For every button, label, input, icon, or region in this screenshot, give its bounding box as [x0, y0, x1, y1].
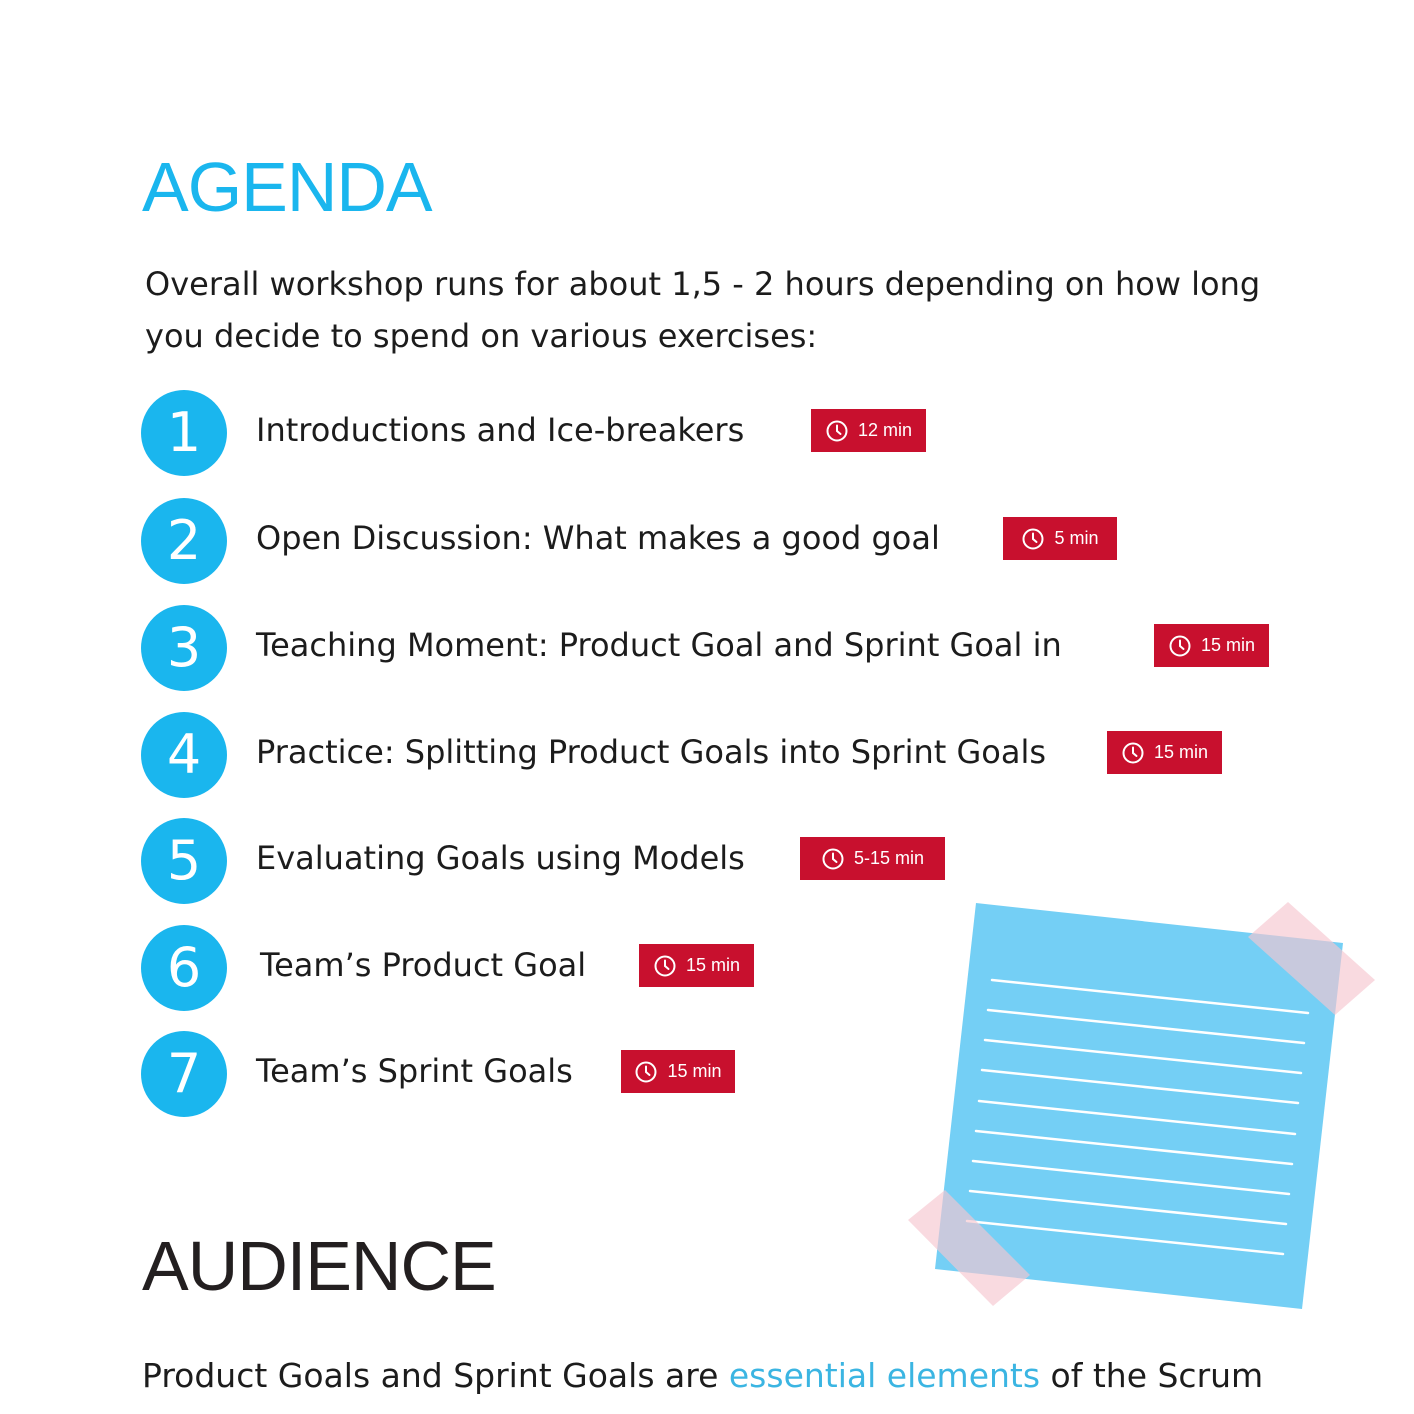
- item-label: Team’s Sprint Goals: [256, 1052, 573, 1090]
- audience-text: [142, 1352, 1263, 1400]
- clock-icon: [1021, 527, 1045, 551]
- time-badge: [621, 1050, 735, 1093]
- time-label: 15 min: [1200, 635, 1256, 655]
- time-label: 5 min: [1054, 528, 1099, 548]
- agenda-item-1: [0, 390, 1414, 480]
- clock-icon: [634, 1060, 658, 1084]
- item-label: Introductions and Ice-breakers: [256, 411, 745, 449]
- clock-icon: [821, 847, 845, 871]
- item-label: Practice: Splitting Product Goals into Sprint Goals: [256, 733, 1046, 771]
- item-label: Open Discussion: What makes a good goal: [256, 519, 940, 557]
- clock-icon: [1121, 741, 1145, 765]
- agenda-intro: Overall workshop runs for about 1,5 - 2 hours depending on how long you decide to spend on various exercises:: [145, 265, 1261, 355]
- item-label: Evaluating Goals using Models: [256, 839, 745, 877]
- essential-elements-link[interactable]: essential elements: [728, 1356, 1041, 1395]
- time-label: 15 min: [667, 1061, 722, 1081]
- time-label: 5-15 min: [853, 848, 925, 868]
- time-badge: [1154, 624, 1269, 667]
- clock-icon: [825, 419, 849, 443]
- item-label: Teaching Moment: Product Goal and Sprint Goal in: [256, 626, 1062, 664]
- time-badge: [639, 944, 754, 987]
- agenda-item-4: [0, 712, 1414, 802]
- time-badge: [811, 409, 926, 452]
- time-label: 12 min: [857, 420, 913, 440]
- time-label: 15 min: [1153, 742, 1209, 762]
- clock-icon: [653, 954, 677, 978]
- time-badge: [1003, 517, 1117, 560]
- item-number: 7: [141, 1031, 227, 1117]
- audience-title: AUDIENCE: [142, 1227, 496, 1305]
- clock-icon: [1168, 634, 1192, 658]
- agenda-item-3: [0, 605, 1414, 695]
- agenda-title: AGENDA: [142, 148, 432, 226]
- audience-text-end: of the Scrum: [1040, 1356, 1264, 1395]
- item-number: 6: [141, 925, 227, 1011]
- item-number: 3: [141, 605, 227, 691]
- agenda-item-2: [0, 498, 1414, 588]
- time-badge: [1107, 731, 1222, 774]
- time-label: 15 min: [685, 955, 741, 975]
- item-number: 2: [141, 498, 227, 584]
- item-number: 1: [141, 390, 227, 476]
- audience-text-start: Product Goals and Sprint Goals are: [142, 1356, 729, 1395]
- item-label: Team’s Product Goal: [260, 946, 587, 984]
- item-number: 4: [141, 712, 227, 798]
- sticky-note-illustration: [900, 895, 1380, 1315]
- item-number: 5: [141, 818, 227, 904]
- time-badge: [800, 837, 945, 880]
